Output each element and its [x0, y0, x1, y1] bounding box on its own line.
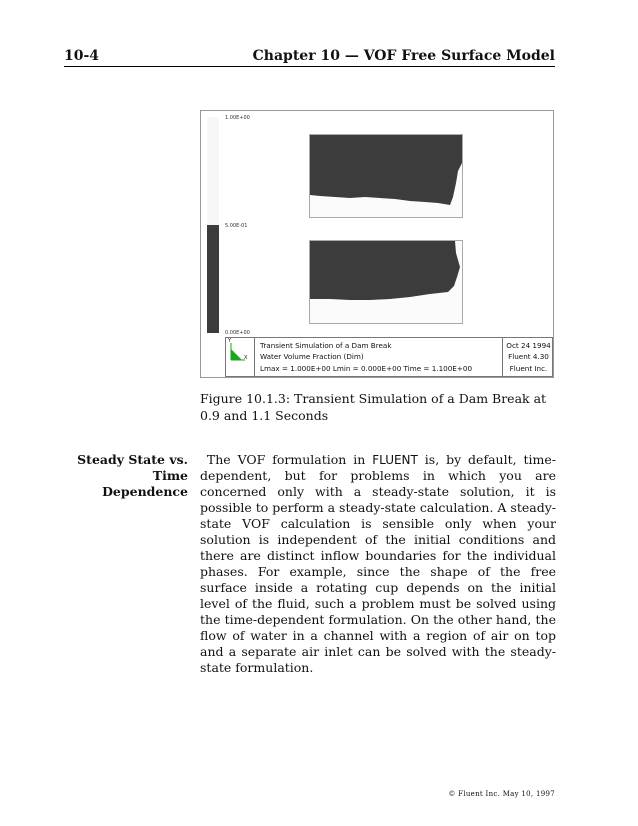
legend-variable: Water Volume Fraction (Dim) — [260, 352, 364, 361]
sidehead-line-1: Steady State vs. — [77, 452, 188, 467]
scale-tick-min: 0.00E+00 — [225, 330, 250, 336]
para-text-after: is, by default, time-dependent, but for problems in which you are concerned only with a steady-state solution, it is possible to perform a steady-state calculation. A steady-state VOF calculation is sensible only when your solution is independent of the initial conditions and there are distinct inflow boundaries for the individual phases. For example, since the shape of the free surface inside a rotating cup depends on the initial level of the fluid, such a problem must be solved using the time-dependent formulation. On the other hand, the flow of water in a channel with a region of air on top and a separate air inlet can be solved with the steady-state formulation. — [200, 452, 556, 675]
color-scale-bar — [207, 117, 219, 333]
plot-top-time-0-9 — [309, 134, 463, 218]
color-scale-fill — [207, 225, 219, 333]
legend-title: Transient Simulation of a Dam Break — [260, 341, 392, 350]
figure-caption: Figure 10.1.3: Transient Simulation of a Dam Break at 0.9 and 1.1 Seconds — [200, 391, 547, 423]
page-number: 10-4 — [64, 48, 100, 64]
para-text-before: The VOF formulation in — [206, 452, 373, 467]
water-region-bottom — [310, 241, 462, 323]
scale-tick-max: 1.00E+00 — [225, 115, 250, 121]
page-header — [64, 46, 555, 67]
water-region-top — [310, 135, 462, 217]
section-sidehead — [64, 452, 188, 500]
chapter-title: Chapter 10 — VOF Free Surface Model — [252, 48, 555, 64]
plot-bottom-time-1-1 — [309, 240, 463, 324]
axis-label-x: X — [244, 355, 248, 361]
legend-divider-left — [254, 338, 255, 376]
legend-stats: Lmax = 1.000E+00 Lmin = 0.000E+00 Time = 1.100E+00 — [260, 364, 473, 373]
legend-date: Oct 24 1994 — [506, 341, 551, 350]
page-footer-copyright: © Fluent Inc. May 10, 1997 — [448, 790, 555, 798]
axis-label-y: Y — [228, 338, 232, 344]
legend-company: Fluent Inc. — [509, 364, 548, 373]
body-paragraph — [200, 452, 556, 676]
scale-tick-mid: 5.00E-01 — [225, 223, 248, 229]
figure-legend-box — [225, 337, 553, 377]
legend-version: Fluent 4.30 — [508, 352, 549, 361]
legend-divider-right — [502, 338, 503, 376]
product-name: FLUENT — [372, 453, 418, 467]
sidehead-line-2: Time Dependence — [102, 468, 188, 499]
dam-break-figure — [200, 110, 554, 378]
